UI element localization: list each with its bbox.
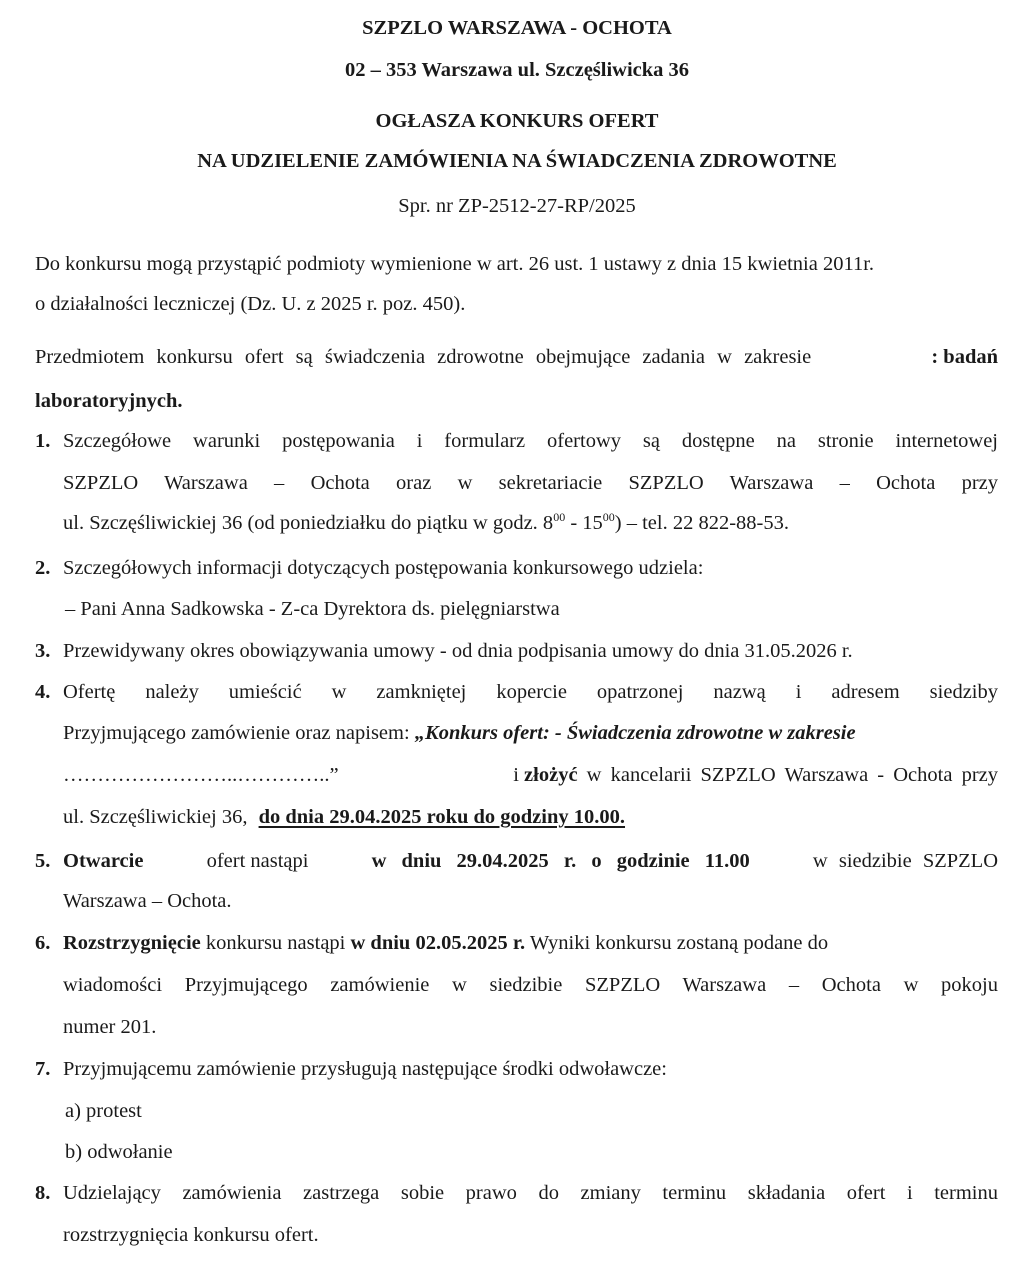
item-8-line-2: rozstrzygnięcia konkursu ofert.: [63, 1224, 319, 1246]
item-number-2: 2.: [35, 557, 51, 579]
remedy-appeal: b) odwołanie: [65, 1141, 173, 1163]
item-1-hours-sep: - 15: [565, 512, 603, 534]
case-number: Spr. nr ZP-2512-27-RP/2025: [398, 195, 636, 217]
intro-line-1: Do konkursu mogą przystąpić podmioty wymienione w art. 26 ust. 1 ustawy z dnia 15 kwietnia 2011r.: [35, 253, 875, 275]
subject-paragraph-line-2: laboratoryjnych.: [35, 390, 183, 412]
submission-deadline: do dnia 29.04.2025 roku do godziny 10.00.: [258, 806, 626, 828]
item-4-office-text: w kancelarii SZPZLO Warszawa - Ochota przy: [577, 764, 998, 786]
item-number-8: 8.: [35, 1182, 51, 1204]
item-5-line-2: Warszawa – Ochota.: [63, 890, 232, 912]
item-1-line-2: SZPZLO Warszawa – Ochota oraz w sekretariacie SZPZLO Warszawa – Ochota przy: [63, 472, 998, 494]
item-5-text-2: w siedzibie SZPZLO: [812, 850, 998, 872]
item-5-line-1: [63, 850, 998, 873]
item-5-text-1: ofert nastąpi: [206, 850, 309, 872]
item-4-address: ul. Szczęśliwickiej 36,: [63, 806, 253, 828]
item-4-envelope-label: „Konkurs ofert: - Świadczenia zdrowotne w zakresie: [414, 722, 856, 744]
item-1-address-text: ul. Szczęśliwickiej 36 (od poniedziałku do piątku w godz. 8: [63, 512, 554, 534]
announcement-subject: NA UDZIELENIE ZAMÓWIENIA NA ŚWIADCZENIA ZDROWOTNE: [197, 150, 837, 172]
item-4-line-2: [63, 722, 856, 745]
item-6-line-3: numer 201.: [63, 1016, 157, 1038]
item-2-contact-person: – Pani Anna Sadkowska - Z-ca Dyrektora ds. pielęgniarstwa: [65, 598, 560, 620]
announcement-title: OGŁASZA KONKURS OFERT: [375, 110, 659, 132]
item-4-text: Przyjmującego zamówienie oraz napisem:: [63, 722, 415, 744]
item-8-line-1: Udzielający zamówienia zastrzega sobie prawo do zmiany terminu składania ofert i terminu: [63, 1182, 998, 1204]
opening-date: w dniu 29.04.2025 r. o godzinie 11.00: [371, 850, 750, 872]
intro-line-2: o działalności leczniczej (Dz. U. z 2025 r. poz. 450).: [35, 293, 466, 315]
item-7-line-1: Przyjmującemu zamówienie przysługują następujące środki odwoławcze:: [63, 1058, 667, 1080]
item-number-3: 3.: [35, 640, 51, 662]
item-1-line-1: Szczegółowe warunki postępowania i formularz ofertowy są dostępne na stronie internetowej: [63, 430, 998, 452]
item-3-line-1: Przewidywany okres obowiązywania umowy - od dnia podpisania umowy do dnia 31.05.2026 r.: [63, 640, 853, 662]
item-4-line-1: Ofertę należy umieścić w zamkniętej kopercie opatrzonej nazwą i adresem siedziby: [63, 681, 998, 703]
resolution-label: Rozstrzygnięcie: [63, 932, 201, 954]
org-address: 02 – 353 Warszawa ul. Szczęśliwicka 36: [344, 59, 690, 81]
item-number-1: 1.: [35, 430, 51, 452]
item-4-dots-placeholder: ……………………..…………..”: [63, 764, 339, 786]
hour-end-sup: 00: [602, 510, 615, 524]
opening-label: Otwarcie: [63, 850, 144, 872]
resolution-date: w dniu 02.05.2025 r.: [350, 932, 526, 954]
item-4-submit-word: złożyć: [524, 764, 578, 786]
subject-text: Przedmiotem konkursu ofert są świadczenia zdrowotne obejmujące zadania w zakresie: [35, 346, 812, 368]
item-6-text-2: Wyniki konkursu zostaną podane do: [525, 932, 829, 954]
item-number-7: 7.: [35, 1058, 51, 1080]
item-number-6: 6.: [35, 932, 51, 954]
item-2-line-1: Szczegółowych informacji dotyczących postępowania konkursowego udziela:: [63, 557, 704, 579]
item-4-and: i: [513, 764, 525, 786]
item-4-line-3: [63, 764, 998, 787]
item-1-phone-text: ) – tel. 22 822-88-53.: [614, 512, 789, 534]
subject-bold: : badań: [931, 346, 998, 368]
item-1-line-3: [63, 512, 789, 535]
hour-start-sup: 00: [553, 510, 566, 524]
item-number-5: 5.: [35, 850, 51, 872]
item-6-line-1: [63, 932, 828, 955]
item-6-text-1: konkursu nastąpi: [200, 932, 351, 954]
org-name: SZPZLO WARSZAWA - OCHOTA: [362, 17, 672, 39]
item-6-line-2: wiadomości Przyjmującego zamówienie w siedzibie SZPZLO Warszawa – Ochota w pokoju: [63, 974, 998, 996]
item-number-4: 4.: [35, 681, 51, 703]
subject-paragraph-line-1: [35, 346, 998, 369]
remedy-protest: a) protest: [65, 1100, 142, 1122]
item-4-line-4: [63, 806, 625, 829]
